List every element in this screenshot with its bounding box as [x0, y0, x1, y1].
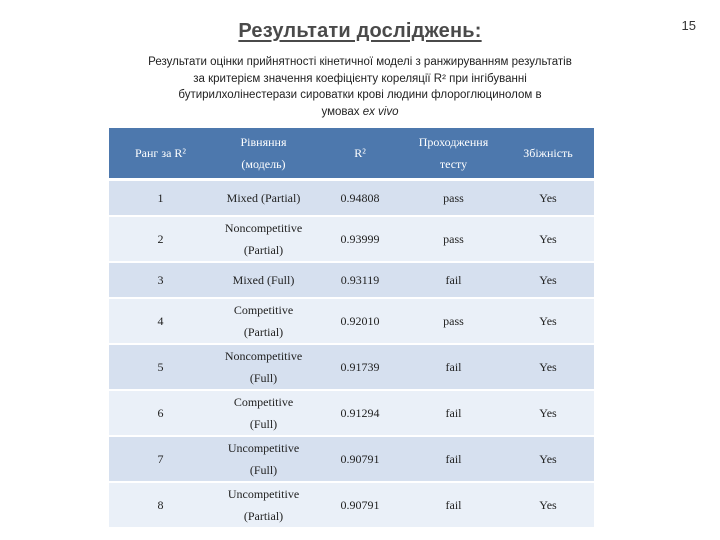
cell-rank: 8: [109, 482, 212, 528]
cell-rank: 5: [109, 344, 212, 390]
cell-r2: 0.93999: [315, 216, 405, 262]
table-row: [109, 436, 594, 482]
cell-model-line2: (Partial): [243, 325, 284, 339]
table-row: [109, 180, 594, 217]
cell-r2: 0.90791: [315, 436, 405, 482]
cell-converged: Yes: [502, 262, 594, 298]
page-number: 15: [681, 18, 696, 33]
cell-model-line1: Uncompetitive: [227, 487, 300, 501]
table-header-row: [109, 128, 594, 180]
cell-test: pass: [405, 180, 502, 217]
cell-converged: Yes: [502, 180, 594, 217]
cell-converged: Yes: [502, 298, 594, 344]
caption-line-3: бутирилхолінестерази сироватки крові людини флороглюцинолом в: [178, 89, 542, 101]
cell-model-line2: (Partial): [243, 509, 284, 523]
cell-test: fail: [405, 390, 502, 436]
cell-r2: 0.94808: [315, 180, 405, 217]
cell-rank: 6: [109, 390, 212, 436]
results-table: [109, 128, 594, 529]
cell-model-line2: (Full): [249, 417, 278, 431]
slide-title: [0, 20, 720, 43]
cell-model-line1: Noncompetitive: [224, 221, 303, 235]
cell-test: fail: [405, 262, 502, 298]
cell-model-line2: (Full): [249, 463, 278, 477]
header-r2: R²: [315, 128, 405, 180]
table-row: [109, 262, 594, 298]
cell-converged: Yes: [502, 436, 594, 482]
cell-model: [212, 180, 315, 217]
cell-model: [212, 262, 315, 298]
cell-model-line1: Mixed (Partial): [226, 191, 301, 205]
cell-test: fail: [405, 344, 502, 390]
header-passing-line2: тесту: [439, 157, 468, 171]
cell-model-line2: (Full): [249, 371, 278, 385]
table-row: [109, 298, 594, 344]
caption-line-1: Результати оцінки прийнятності кінетичної моделі з ранжируванням результатів: [148, 56, 572, 68]
cell-r2: 0.91294: [315, 390, 405, 436]
header-convergence: Збіжність: [502, 128, 594, 180]
caption-ex-vivo: ex vivo: [362, 105, 399, 118]
cell-model: [212, 298, 315, 344]
header-passing: [405, 128, 502, 180]
cell-model-line1: Competitive: [233, 395, 294, 409]
cell-test: fail: [405, 482, 502, 528]
header-equation-line1: Рівняння: [240, 135, 287, 149]
table-row: [109, 344, 594, 390]
cell-r2: 0.90791: [315, 482, 405, 528]
slide-title-text: Результати досліджень:: [238, 20, 482, 42]
cell-model-line1: Competitive: [233, 303, 294, 317]
header-equation: [212, 128, 315, 180]
cell-model: [212, 216, 315, 262]
cell-converged: Yes: [502, 390, 594, 436]
caption-line-2: за критерієм значення коефіцієнту кореляції R² при інгібуванні: [193, 72, 527, 85]
cell-model: [212, 344, 315, 390]
cell-test: pass: [405, 216, 502, 262]
cell-model: [212, 390, 315, 436]
cell-converged: Yes: [502, 482, 594, 528]
cell-rank: 3: [109, 262, 212, 298]
cell-rank: 4: [109, 298, 212, 344]
caption-line-4: [110, 104, 610, 121]
table-row: [109, 390, 594, 436]
cell-rank: 7: [109, 436, 212, 482]
cell-model-line1: Noncompetitive: [224, 349, 303, 363]
cell-rank: 2: [109, 216, 212, 262]
cell-model: [212, 482, 315, 528]
cell-converged: Yes: [502, 216, 594, 262]
cell-rank: 1: [109, 180, 212, 217]
table-row: [109, 482, 594, 528]
header-equation-line2: (модель): [241, 157, 286, 171]
cell-r2: 0.92010: [315, 298, 405, 344]
cell-r2: 0.93119: [315, 262, 405, 298]
table-caption: [110, 54, 610, 120]
cell-r2: 0.91739: [315, 344, 405, 390]
cell-test: fail: [405, 436, 502, 482]
cell-model: [212, 436, 315, 482]
cell-model-line1: Uncompetitive: [227, 441, 300, 455]
cell-converged: Yes: [502, 344, 594, 390]
header-rank: Ранг за R²: [109, 128, 212, 180]
cell-model-line2: (Partial): [243, 243, 284, 257]
header-passing-line1: Проходження: [418, 135, 489, 149]
table-row: [109, 216, 594, 262]
cell-model-line1: Mixed (Full): [232, 273, 295, 287]
cell-test: pass: [405, 298, 502, 344]
caption-line-4-prefix: умовах: [321, 105, 363, 118]
